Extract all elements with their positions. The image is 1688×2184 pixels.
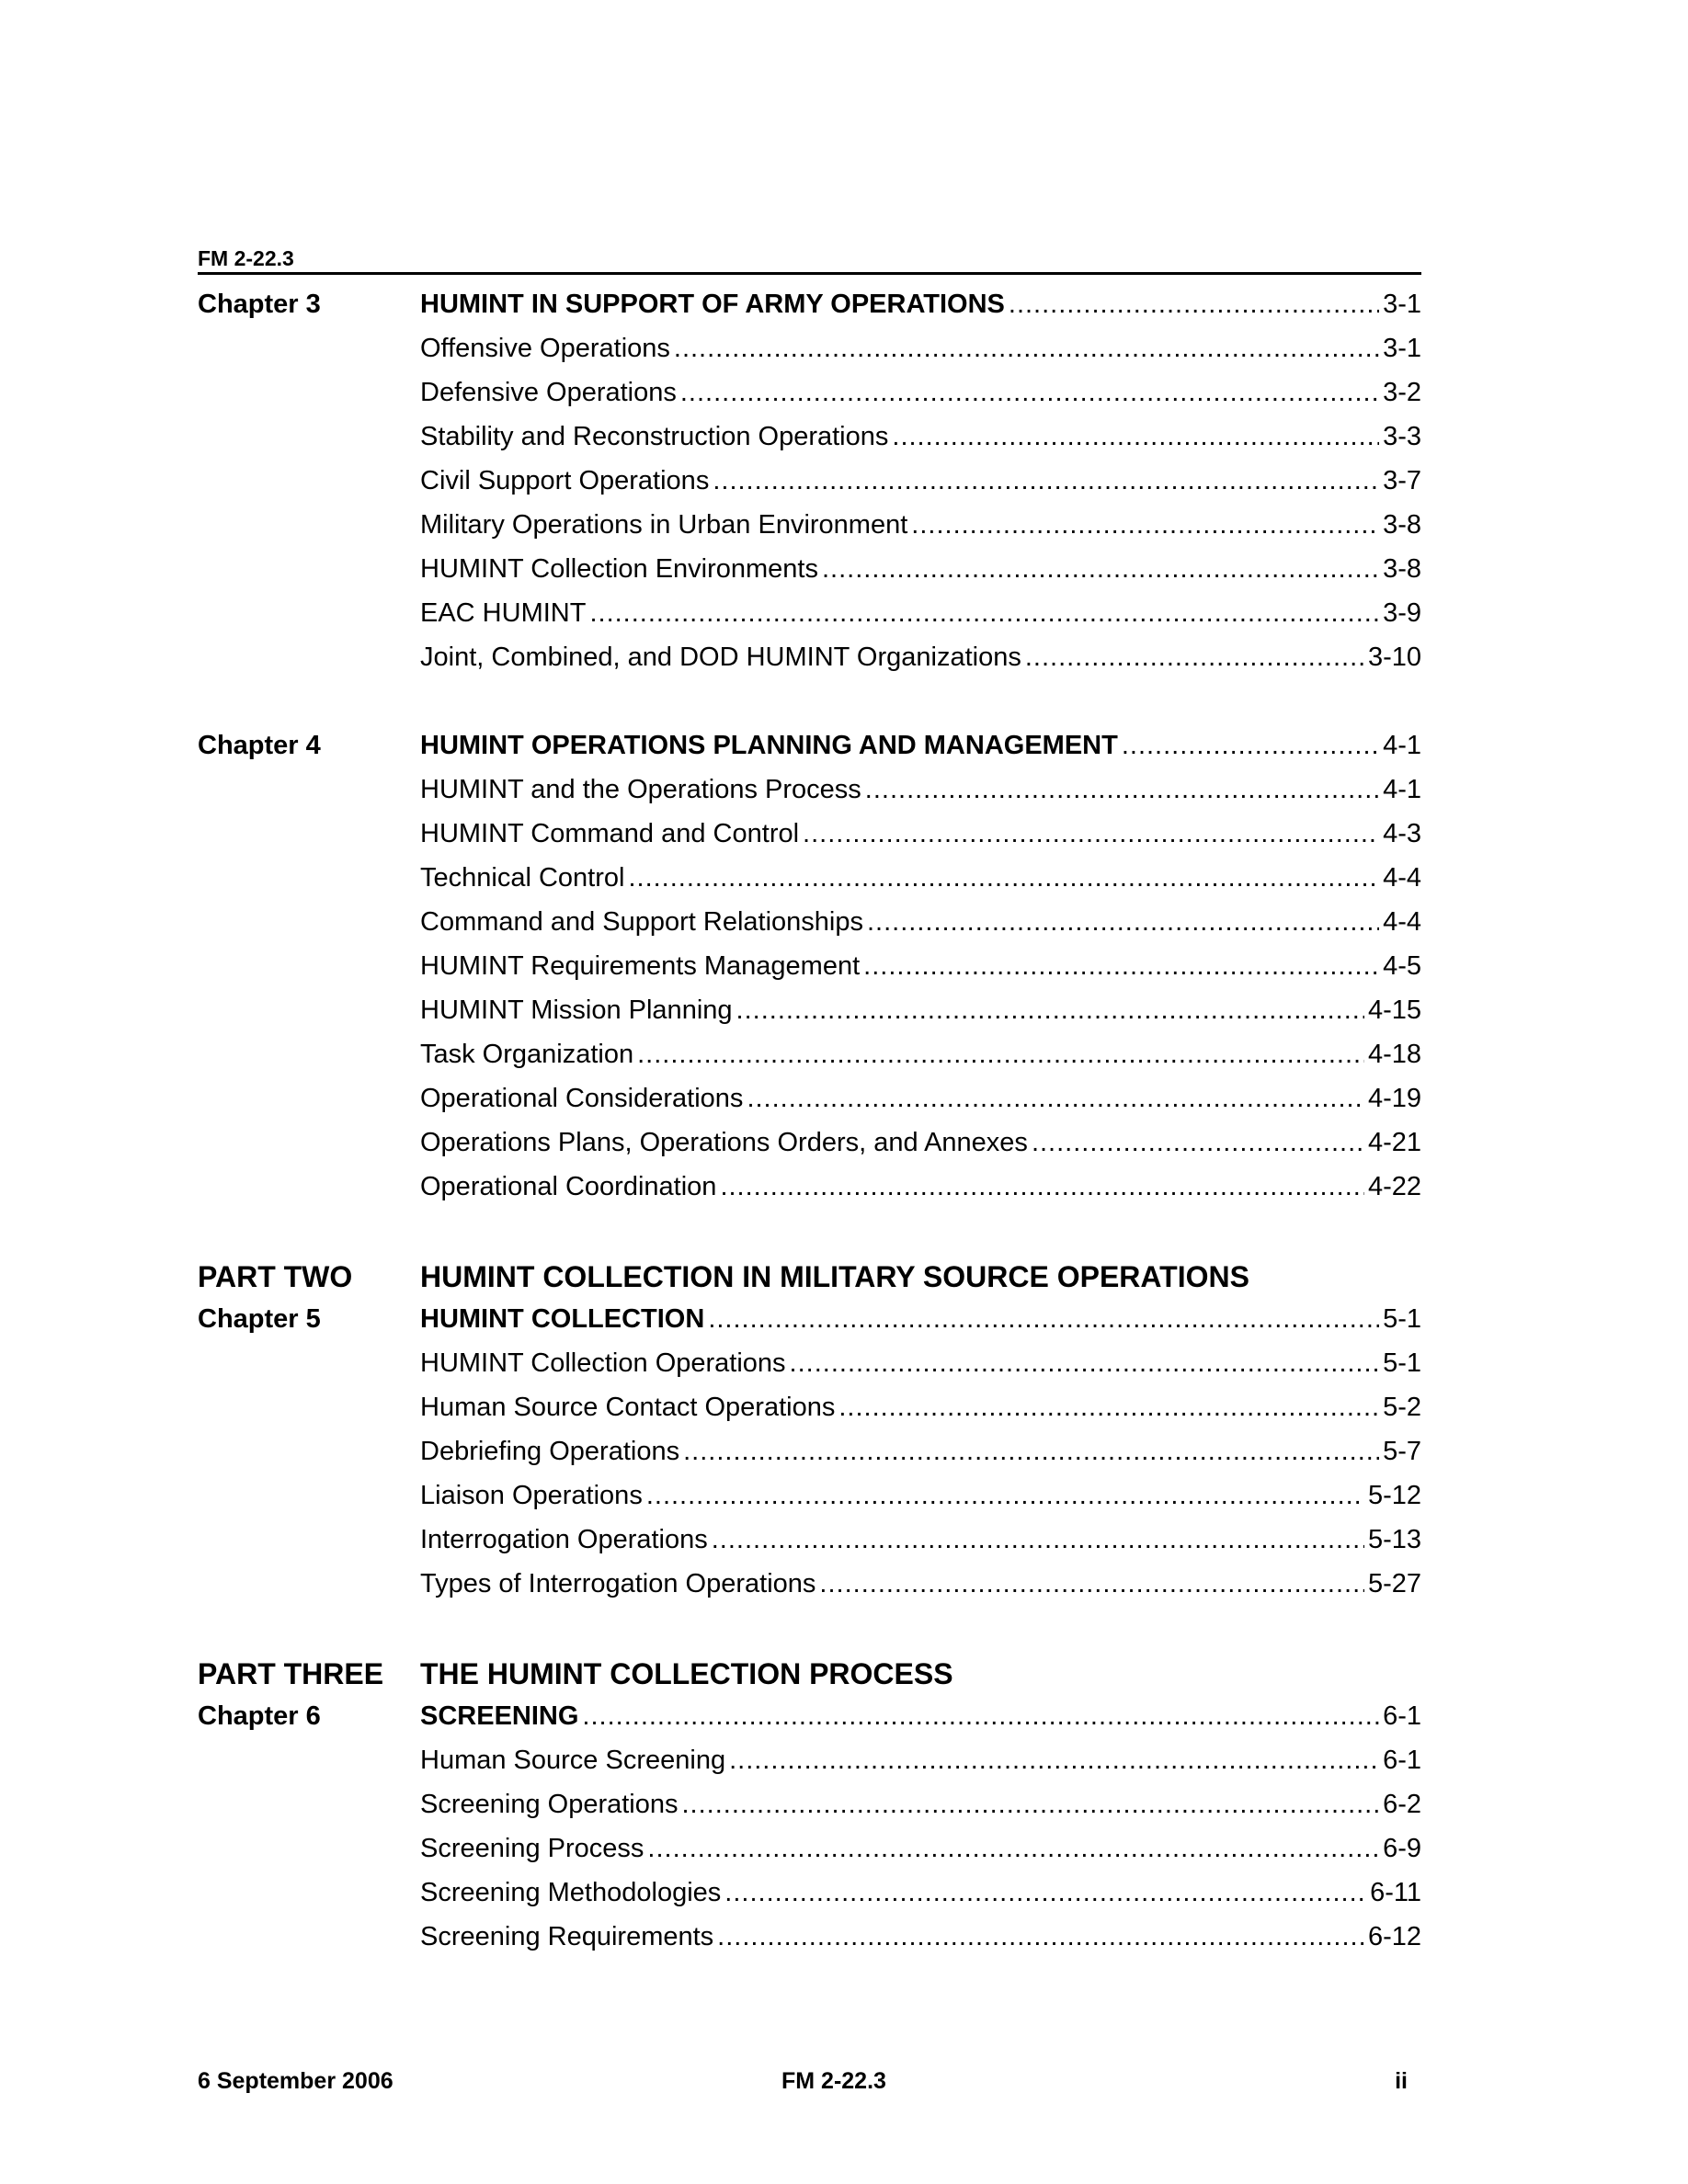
footer-date: 6 September 2006	[198, 2068, 393, 2094]
entry-title: Operations Plans, Operations Orders, and Annexes	[420, 1128, 1028, 1157]
dot-leader	[712, 1525, 1364, 1555]
toc-entry-row	[198, 1481, 1421, 1525]
dot-leader	[838, 1393, 1379, 1423]
toc-entry-row	[198, 1348, 1421, 1393]
entry-page-number: 5-2	[1383, 1393, 1421, 1422]
entry-title: Defensive Operations	[420, 378, 677, 407]
entry-page-number: 6-1	[1383, 1701, 1421, 1731]
toc-entry-row	[198, 951, 1421, 995]
table-of-contents	[198, 290, 1421, 2010]
toc-entry-row	[198, 1569, 1421, 1613]
toc-entry-row	[198, 819, 1421, 863]
toc-entry[interactable]	[420, 1569, 1421, 1599]
dot-leader	[724, 1878, 1366, 1908]
dot-leader	[790, 1348, 1380, 1379]
part-label: PART THREE	[198, 1657, 384, 1690]
entry-page-number: 4-1	[1383, 731, 1421, 760]
entry-page-number: 6-2	[1383, 1790, 1421, 1819]
entry-page-number: 4-3	[1383, 819, 1421, 848]
toc-entry-row	[198, 1084, 1421, 1128]
dot-leader	[863, 951, 1379, 982]
toc-entry-row	[198, 1878, 1421, 1922]
toc-entry[interactable]	[420, 1393, 1421, 1423]
chapter-label: Chapter 3	[198, 290, 321, 319]
toc-entry[interactable]	[420, 731, 1421, 761]
toc-entry[interactable]	[420, 1701, 1421, 1732]
entry-title: Human Source Contact Operations	[420, 1393, 836, 1422]
part-label: PART TWO	[198, 1260, 353, 1293]
dot-leader	[637, 1040, 1364, 1070]
toc-section	[198, 290, 1421, 687]
entry-title: Joint, Combined, and DOD HUMINT Organizations	[420, 643, 1021, 672]
entry-page-number: 6-12	[1367, 1922, 1421, 1951]
entry-page-number: 3-9	[1383, 598, 1421, 628]
toc-entry[interactable]	[420, 1128, 1421, 1158]
toc-entry[interactable]	[420, 995, 1421, 1026]
toc-entry-row	[198, 554, 1421, 598]
entry-title: HUMINT Mission Planning	[420, 995, 733, 1025]
toc-entry-row	[198, 995, 1421, 1040]
toc-entry[interactable]	[420, 951, 1421, 982]
toc-entry-row	[198, 510, 1421, 554]
toc-entry[interactable]	[420, 1922, 1421, 1952]
entry-page-number: 3-8	[1383, 510, 1421, 540]
toc-entry[interactable]	[420, 819, 1421, 849]
header-doc-id: FM 2-22.3	[198, 246, 298, 270]
toc-entry-row	[198, 1393, 1421, 1437]
toc-entry-row	[198, 863, 1421, 907]
toc-entry[interactable]	[420, 1084, 1421, 1114]
toc-entry[interactable]	[420, 1746, 1421, 1776]
entry-page-number: 4-18	[1367, 1040, 1421, 1069]
entry-page-number: 4-5	[1383, 951, 1421, 981]
entry-title: Operational Considerations	[420, 1084, 744, 1113]
dot-leader	[747, 1084, 1364, 1114]
dot-leader	[803, 819, 1379, 849]
entry-title: Stability and Reconstruction Operations	[420, 422, 889, 451]
toc-entry[interactable]	[420, 1525, 1421, 1555]
toc-entry-row	[198, 1437, 1421, 1481]
toc-entry[interactable]	[420, 1790, 1421, 1820]
entry-title: Civil Support Operations	[420, 466, 710, 495]
toc-section	[198, 731, 1421, 1216]
dot-leader	[892, 422, 1379, 452]
toc-entry[interactable]	[420, 1040, 1421, 1070]
entry-page-number: 4-22	[1367, 1172, 1421, 1201]
toc-entry[interactable]	[420, 1260, 1421, 1294]
dot-leader	[729, 1746, 1379, 1776]
toc-entry-row	[198, 1746, 1421, 1790]
entry-page-number: 4-4	[1383, 907, 1421, 937]
entry-page-number: 4-21	[1367, 1128, 1421, 1157]
dot-leader	[647, 1834, 1379, 1864]
entry-title: SCREENING	[420, 1701, 579, 1731]
toc-entry[interactable]	[420, 907, 1421, 938]
toc-entry[interactable]	[420, 334, 1421, 364]
toc-entry-row	[198, 1790, 1421, 1834]
toc-entry[interactable]	[420, 1172, 1421, 1202]
entry-title: Operational Coordination	[420, 1172, 717, 1201]
entry-page-number: 5-1	[1383, 1304, 1421, 1334]
toc-entry[interactable]	[420, 1481, 1421, 1511]
dot-leader	[736, 995, 1364, 1026]
entry-page-number: 3-10	[1367, 643, 1421, 672]
dot-leader	[582, 1701, 1379, 1732]
entry-title: Interrogation Operations	[420, 1525, 708, 1554]
footer-page-number: ii	[1395, 2068, 1408, 2094]
toc-entry-row	[198, 1040, 1421, 1084]
entry-title: HUMINT Collection Operations	[420, 1348, 786, 1378]
toc-entry[interactable]	[420, 1348, 1421, 1379]
dot-leader	[1009, 290, 1379, 320]
toc-entry[interactable]	[420, 863, 1421, 893]
entry-page-number: 3-1	[1383, 290, 1421, 319]
entry-title: Human Source Screening	[420, 1746, 726, 1775]
toc-entry-row	[198, 907, 1421, 951]
dot-leader	[589, 598, 1379, 629]
toc-entry[interactable]	[420, 1657, 1421, 1691]
dot-leader	[674, 334, 1379, 364]
dot-leader	[646, 1481, 1364, 1511]
dot-leader	[628, 863, 1379, 893]
dot-leader	[720, 1172, 1364, 1202]
toc-entry[interactable]	[420, 510, 1421, 540]
dot-leader	[1122, 731, 1379, 761]
chapter-label: Chapter 6	[198, 1701, 321, 1731]
toc-chapter-row	[198, 1304, 1421, 1348]
entry-page-number: 5-27	[1367, 1569, 1421, 1598]
entry-title: HUMINT Requirements Management	[420, 951, 861, 981]
toc-entry[interactable]	[420, 1437, 1421, 1467]
toc-entry[interactable]	[420, 1304, 1421, 1335]
toc-entry-row	[198, 775, 1421, 819]
toc-entry-row	[198, 1172, 1421, 1216]
footer-doc-id: FM 2-22.3	[781, 2068, 886, 2094]
toc-entry[interactable]	[420, 775, 1421, 805]
entry-page-number: 6-1	[1383, 1746, 1421, 1775]
dot-leader	[683, 1437, 1379, 1467]
toc-entry-row	[198, 466, 1421, 510]
entry-title: HUMINT OPERATIONS PLANNING AND MANAGEMENT	[420, 731, 1118, 760]
entry-title: Task Organization	[420, 1040, 634, 1069]
toc-entry[interactable]	[420, 422, 1421, 452]
entry-page-number: 3-7	[1383, 466, 1421, 495]
dot-leader	[822, 554, 1379, 585]
entry-title: Technical Control	[420, 863, 625, 893]
dot-leader	[865, 775, 1379, 805]
toc-entry[interactable]	[420, 1878, 1421, 1908]
entry-page-number: 4-19	[1367, 1084, 1421, 1113]
entry-title: Screening Process	[420, 1834, 644, 1863]
entry-page-number: 6-9	[1383, 1834, 1421, 1863]
entry-title: HUMINT COLLECTION	[420, 1304, 705, 1334]
entry-page-number: 3-2	[1383, 378, 1421, 407]
toc-part-row	[198, 1657, 1421, 1701]
entry-page-number: 5-1	[1383, 1348, 1421, 1378]
dot-leader	[1032, 1128, 1364, 1158]
toc-entry-row	[198, 598, 1421, 643]
entry-page-number: 6-11	[1370, 1878, 1421, 1907]
toc-section	[198, 1657, 1421, 1966]
toc-entry[interactable]	[420, 290, 1421, 320]
entry-page-number: 4-4	[1383, 863, 1421, 893]
entry-page-number: 5-12	[1367, 1481, 1421, 1510]
entry-title: HUMINT COLLECTION IN MILITARY SOURCE OPERATIONS	[420, 1260, 1249, 1293]
entry-title: EAC HUMINT	[420, 598, 587, 628]
running-header	[198, 245, 1421, 275]
chapter-label: Chapter 4	[198, 731, 321, 760]
entry-title: HUMINT and the Operations Process	[420, 775, 861, 804]
entry-title: Screening Operations	[420, 1790, 679, 1819]
toc-entry-row	[198, 1128, 1421, 1172]
dot-leader	[708, 1304, 1379, 1335]
toc-entry[interactable]	[420, 643, 1421, 673]
toc-chapter-row	[198, 1701, 1421, 1746]
entry-page-number: 3-1	[1383, 334, 1421, 363]
entry-title: Types of Interrogation Operations	[420, 1569, 816, 1598]
dot-leader	[911, 510, 1379, 540]
dot-leader	[717, 1922, 1364, 1952]
entry-title: Command and Support Relationships	[420, 907, 863, 937]
entry-title: Screening Methodologies	[420, 1878, 722, 1907]
toc-entry[interactable]	[420, 378, 1421, 408]
toc-entry-row	[198, 1922, 1421, 1966]
entry-title: Debriefing Operations	[420, 1437, 680, 1466]
entry-page-number: 5-13	[1367, 1525, 1421, 1554]
toc-entry-row	[198, 422, 1421, 466]
entry-title: Military Operations in Urban Environment	[420, 510, 908, 540]
entry-title: HUMINT Collection Environments	[420, 554, 818, 584]
toc-entry[interactable]	[420, 466, 1421, 496]
toc-entry-row	[198, 1834, 1421, 1878]
toc-chapter-row	[198, 731, 1421, 775]
entry-page-number: 4-1	[1383, 775, 1421, 804]
toc-part-row	[198, 1260, 1421, 1304]
toc-entry-row	[198, 334, 1421, 378]
entry-title: Offensive Operations	[420, 334, 670, 363]
dot-leader	[713, 466, 1379, 496]
toc-entry[interactable]	[420, 598, 1421, 629]
dot-leader	[682, 1790, 1380, 1820]
toc-entry[interactable]	[420, 554, 1421, 585]
entry-page-number: 4-15	[1367, 995, 1421, 1025]
dot-leader	[819, 1569, 1364, 1599]
dot-leader	[680, 378, 1379, 408]
toc-entry[interactable]	[420, 1834, 1421, 1864]
toc-chapter-row	[198, 290, 1421, 334]
entry-page-number: 3-3	[1383, 422, 1421, 451]
entry-title: Liaison Operations	[420, 1481, 643, 1510]
entry-title: HUMINT Command and Control	[420, 819, 800, 848]
entry-title: HUMINT IN SUPPORT OF ARMY OPERATIONS	[420, 290, 1005, 319]
entry-title: THE HUMINT COLLECTION PROCESS	[420, 1657, 953, 1690]
toc-entry-row	[198, 1525, 1421, 1569]
dot-leader	[867, 907, 1379, 938]
toc-entry-row	[198, 643, 1421, 687]
entry-title: Screening Requirements	[420, 1922, 714, 1951]
dot-leader	[1025, 643, 1364, 673]
entry-page-number: 5-7	[1383, 1437, 1421, 1466]
entry-page-number: 3-8	[1383, 554, 1421, 584]
chapter-label: Chapter 5	[198, 1304, 321, 1334]
toc-section	[198, 1260, 1421, 1613]
toc-entry-row	[198, 378, 1421, 422]
